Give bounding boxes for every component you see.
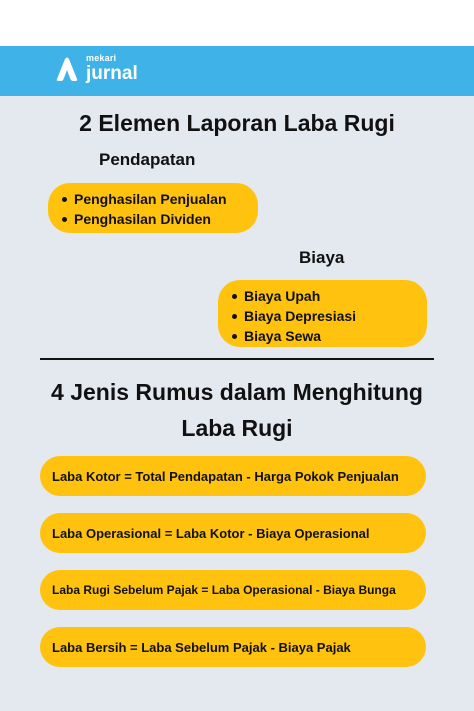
biaya-pill — [218, 280, 427, 347]
biaya-list — [230, 286, 427, 346]
pendapatan-label: Pendapatan — [99, 150, 196, 169]
brand-logo — [54, 54, 138, 83]
section2-title-line1: 4 Jenis Rumus dalam Menghitung — [51, 379, 423, 405]
formula-laba-operasional: Laba Operasional = Laba Kotor - Biaya Operasional — [40, 513, 426, 553]
formula-laba-kotor: Laba Kotor = Total Pendapatan - Harga Pokok Penjualan — [40, 456, 426, 496]
brand-header — [0, 46, 474, 96]
list-item: Biaya Depresiasi — [230, 306, 427, 326]
list-item: Penghasilan Dividen — [60, 209, 258, 229]
biaya-label: Biaya — [299, 248, 345, 267]
top-strip — [0, 0, 474, 46]
brand-small-text: mekari — [86, 53, 117, 63]
formula-laba-sebelum-pajak: Laba Rugi Sebelum Pajak = Laba Operasional - Biaya Bunga — [40, 570, 426, 610]
section2-title-line2: Laba Rugi — [181, 415, 293, 441]
section1-title: 2 Elemen Laporan Laba Rugi — [79, 110, 395, 136]
section-divider — [40, 358, 434, 360]
list-item: Biaya Sewa — [230, 326, 427, 346]
brand-name: jurnal — [86, 63, 138, 84]
pendapatan-pill — [48, 183, 258, 233]
mekari-logo-icon — [54, 56, 80, 82]
pendapatan-list — [60, 189, 258, 229]
list-item: Penghasilan Penjualan — [60, 189, 258, 209]
formula-laba-bersih: Laba Bersih = Laba Sebelum Pajak - Biaya Pajak — [40, 627, 426, 667]
section2-title — [0, 374, 474, 446]
list-item: Biaya Upah — [230, 286, 427, 306]
